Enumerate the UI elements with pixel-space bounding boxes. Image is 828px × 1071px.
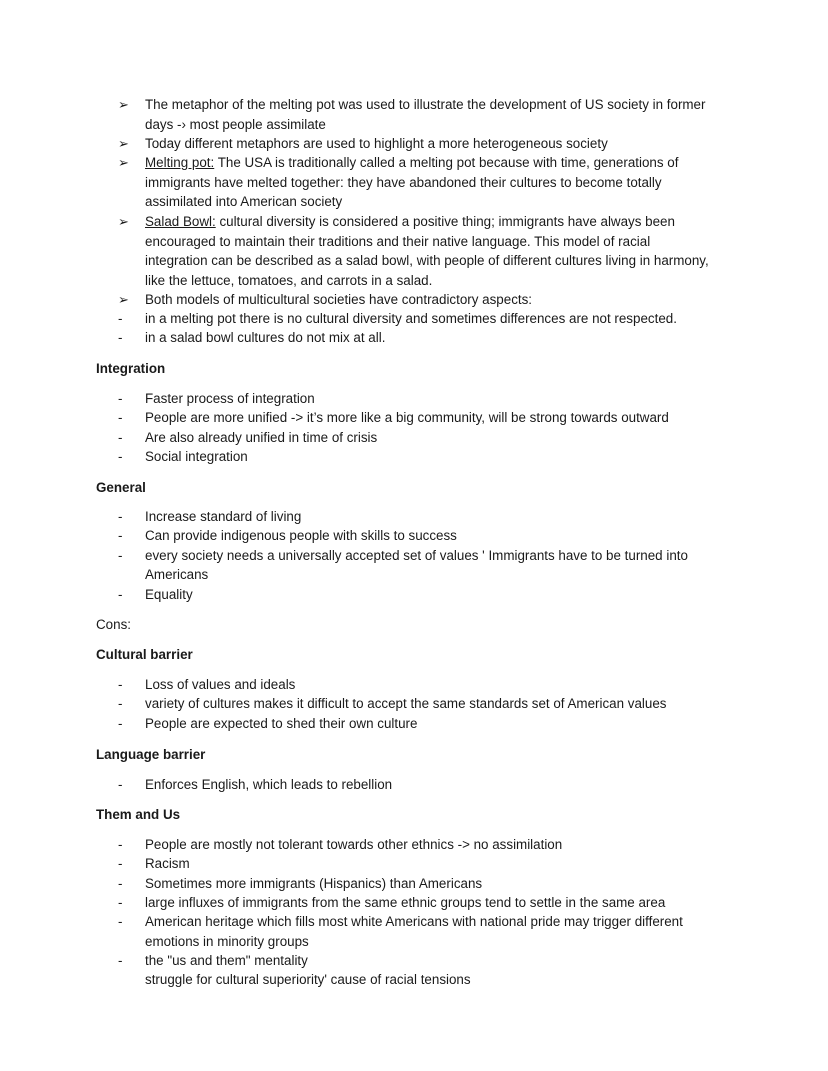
- dash-bullet: -: [118, 430, 123, 445]
- item-text: Can provide indigenous people with skills to success: [145, 528, 457, 543]
- heading-language-barrier: Language barrier: [96, 747, 206, 762]
- item-continuation: emotions in minority groups: [145, 934, 309, 949]
- item-text: Are also already unified in time of crisis: [145, 430, 378, 445]
- heading-cultural-barrier: Cultural barrier: [96, 647, 193, 662]
- dash-bullet: -: [118, 391, 123, 406]
- line: like the lettuce, tomatoes, and carrots in a salad.: [145, 272, 433, 288]
- item-text: People are expected to shed their own culture: [145, 716, 418, 731]
- item-text: Faster process of integration: [145, 391, 315, 406]
- item-text: large influxes of immigrants from the same ethnic groups tend to settle in the same area: [145, 895, 666, 910]
- item-text: the "us and them" mentality: [145, 953, 308, 968]
- item-text: every society needs a universally accepted set of values ' Immigrants have to be turned into: [145, 548, 688, 563]
- dash-bullet: -: [118, 587, 123, 602]
- heading-them-and-us: Them and Us: [96, 807, 181, 822]
- term-melting-pot: Melting pot:: [145, 155, 215, 170]
- item-text: People are more unified -> it’s more like a big community, will be strong towards outward: [145, 410, 669, 425]
- dash-bullet: -: [118, 311, 123, 326]
- term-salad-bowl: Salad Bowl:: [145, 214, 216, 229]
- arrow-bullet-icon: ➢: [118, 136, 129, 151]
- dash-bullet: -: [118, 856, 123, 871]
- dash-bullet: -: [118, 837, 123, 852]
- line: assimilated into American society: [145, 194, 343, 209]
- item-text: Enforces English, which leads to rebellion: [145, 777, 393, 792]
- line: immigrants have melted together: they have abandoned their cultures to become totally: [145, 174, 662, 190]
- dash-bullet: -: [118, 895, 123, 910]
- heading-integration: Integration: [96, 361, 166, 376]
- dash-bullet: -: [118, 696, 123, 711]
- item-text: American heritage which fills most white Americans with national pride may trigger different: [145, 914, 683, 929]
- item-text: Increase standard of living: [145, 509, 302, 524]
- arrow-bullet-icon: ➢: [118, 214, 129, 229]
- item-text: Loss of values and ideals: [145, 677, 296, 692]
- dash-bullet: -: [118, 716, 123, 731]
- line: days -› most people assimilate: [145, 116, 326, 132]
- dash-bullet: -: [118, 876, 123, 891]
- item-text: Sometimes more immigrants (Hispanics) than Americans: [145, 876, 483, 891]
- dash-bullet: -: [118, 410, 123, 425]
- dash-bullet: -: [118, 449, 123, 464]
- item-text: People are mostly not tolerant towards other ethnics -> no assimilation: [145, 837, 563, 852]
- dash-bullet: -: [118, 777, 123, 792]
- item-text: Social integration: [145, 449, 248, 464]
- line: The metaphor of the melting pot was used to illustrate the development of US society in former: [145, 97, 706, 112]
- dash-bullet: -: [118, 914, 123, 929]
- dash-bullet: -: [118, 528, 123, 543]
- line: cultural diversity is considered a positive thing; immigrants have always been: [215, 214, 675, 229]
- item-continuation: Americans: [145, 567, 209, 582]
- heading-general: General: [96, 480, 146, 495]
- item-text: Racism: [145, 856, 190, 871]
- dash-bullet: -: [118, 548, 123, 563]
- line: The USA is traditionally called a melting pot because with time, generations of: [214, 155, 679, 170]
- line: encouraged to maintain their traditions and their native language. This model of racial: [145, 233, 651, 249]
- dash-bullet: -: [118, 677, 123, 692]
- line: integration can be described as a salad bowl, with people of different cultures living in harmony,: [145, 253, 709, 268]
- dash-bullet: -: [118, 509, 123, 524]
- cons-label: Cons:: [96, 617, 131, 632]
- line: Today different metaphors are used to highlight a more heterogeneous society: [145, 136, 608, 151]
- item-text: Equality: [145, 587, 193, 602]
- dash-bullet: -: [118, 330, 123, 345]
- arrow-bullet-icon: ➢: [118, 97, 129, 112]
- item-continuation: struggle for cultural superiority' cause of racial tensions: [145, 972, 471, 987]
- line: Both models of multicultural societies have contradictory aspects:: [145, 292, 533, 307]
- arrow-bullet-icon: ➢: [118, 155, 129, 170]
- item-text: variety of cultures makes it difficult to accept the same standards set of American values: [145, 696, 667, 711]
- arrow-bullet-icon: ➢: [118, 292, 129, 307]
- line: in a salad bowl cultures do not mix at all.: [145, 330, 386, 345]
- line: in a melting pot there is no cultural diversity and sometimes differences are not respected.: [145, 311, 677, 326]
- dash-bullet: -: [118, 953, 123, 968]
